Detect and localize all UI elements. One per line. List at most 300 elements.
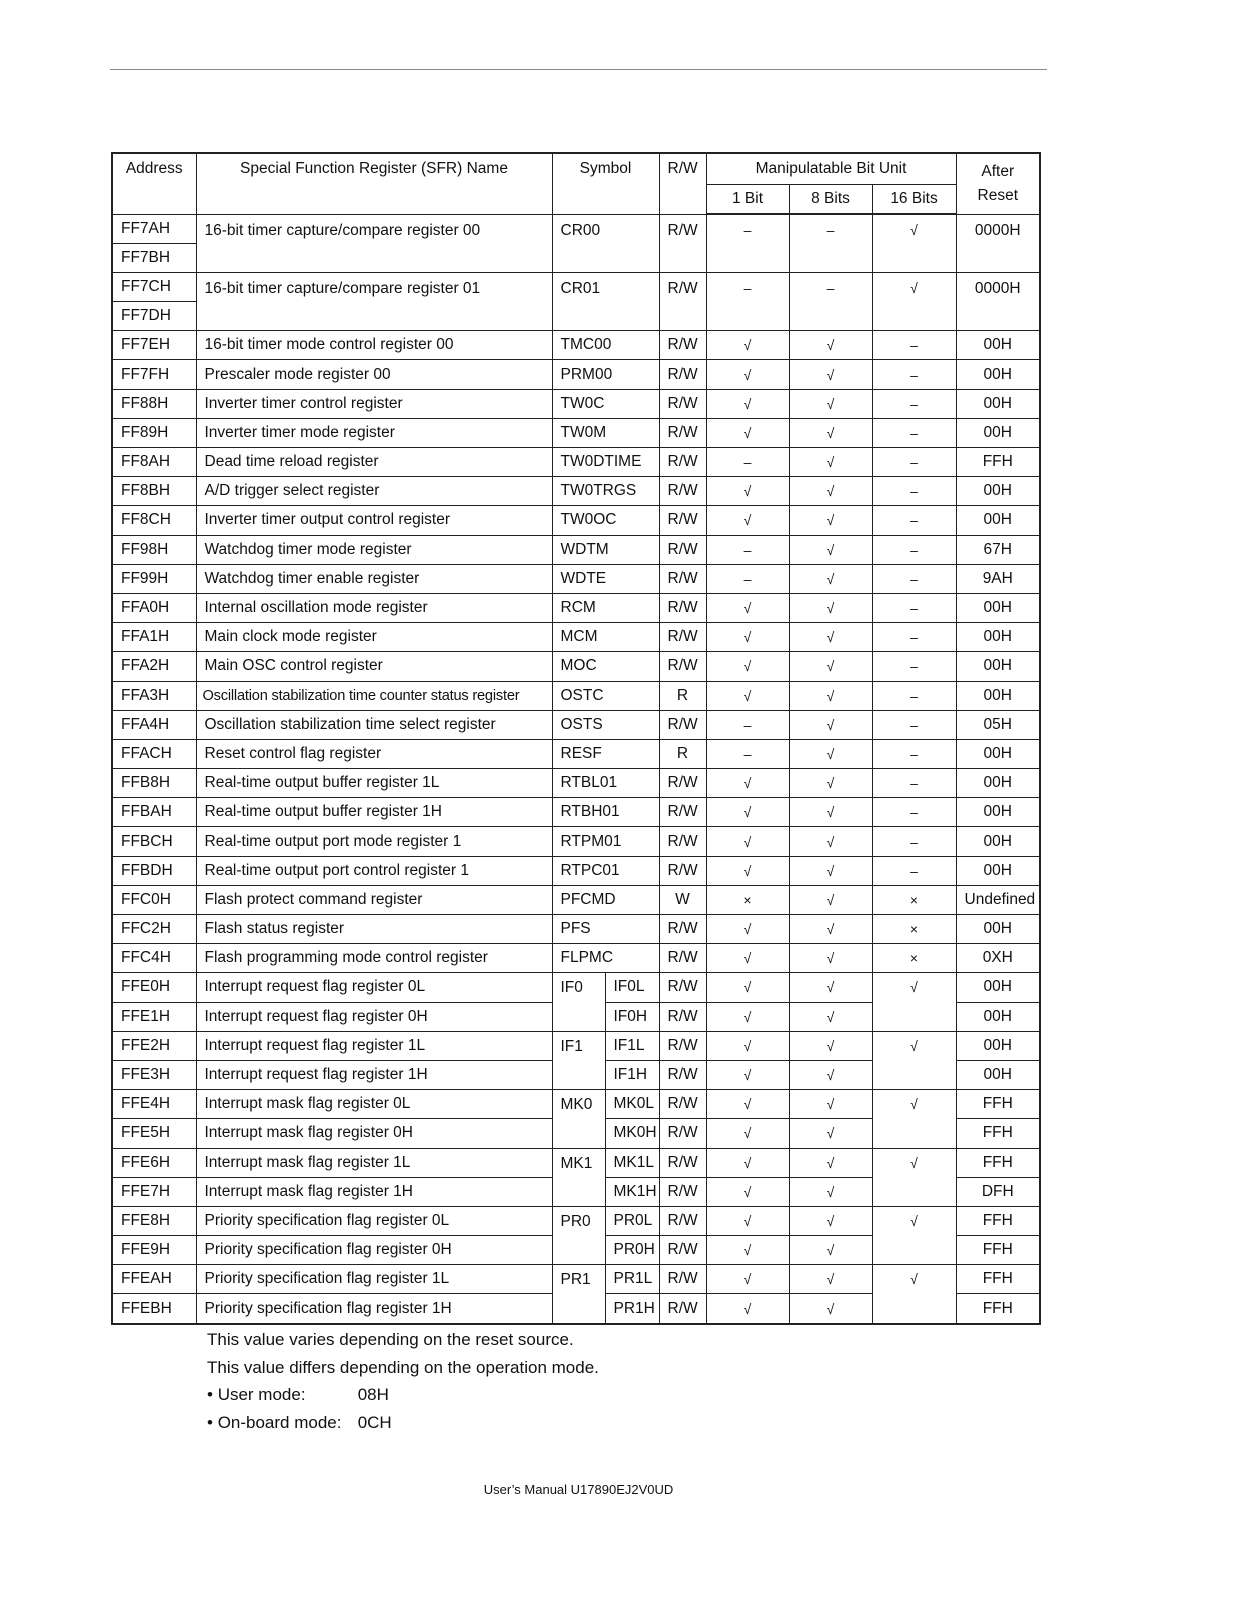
address-cell: FF7CH	[112, 272, 196, 301]
address-cell: FFEAH	[112, 1265, 196, 1294]
bit8-cell: √	[789, 1294, 872, 1324]
rw-cell: R/W	[659, 506, 706, 535]
table-row	[112, 593, 1040, 622]
col-symbol: Symbol	[552, 153, 659, 214]
address-cell: FFE1H	[112, 1002, 196, 1031]
rw-cell: R/W	[659, 1090, 706, 1119]
bit8-cell: √	[789, 885, 872, 914]
rw-cell: R/W	[659, 564, 706, 593]
register-name-cell: Priority specification flag register 1H	[196, 1294, 552, 1324]
rw-cell: R/W	[659, 1119, 706, 1148]
bit8-cell: √	[789, 1177, 872, 1206]
bit16-cell: √	[872, 1148, 956, 1206]
address-cell: FFBCH	[112, 827, 196, 856]
address-cell: FFA1H	[112, 623, 196, 652]
register-name-cell: 16-bit timer mode control register 00	[196, 331, 552, 360]
bit16-cell: ×	[872, 885, 956, 914]
reset-value-cell: 0000H	[956, 214, 1040, 272]
reset-value-cell: 00H	[956, 856, 1040, 885]
symbol-group-cell: IF1	[552, 1031, 605, 1089]
address-cell: FFE5H	[112, 1119, 196, 1148]
symbol-cell: IF1L	[605, 1031, 659, 1060]
register-name-cell: Oscillation stabilization time counter status register	[196, 681, 552, 710]
register-name-cell: Real-time output buffer register 1H	[196, 798, 552, 827]
rw-cell: R/W	[659, 710, 706, 739]
bit8-cell: √	[789, 331, 872, 360]
address-cell: FFEBH	[112, 1294, 196, 1324]
bit16-cell: –	[872, 360, 956, 389]
symbol-cell: MK0L	[605, 1090, 659, 1119]
address-cell: FFC2H	[112, 915, 196, 944]
register-name-cell: Inverter timer control register	[196, 389, 552, 418]
bit1-cell: √	[706, 1294, 789, 1324]
reset-value-cell: 00H	[956, 623, 1040, 652]
address-cell: FF8AH	[112, 448, 196, 477]
register-name-cell: Inverter timer output control register	[196, 506, 552, 535]
bit8-cell: √	[789, 389, 872, 418]
symbol-group-cell: IF0	[552, 973, 605, 1031]
reset-value-cell: FFH	[956, 448, 1040, 477]
col-rw: R/W	[659, 153, 706, 214]
symbol-cell: PRM00	[552, 360, 659, 389]
reset-value-cell: DFH	[956, 1177, 1040, 1206]
bit8-cell: √	[789, 739, 872, 768]
symbol-cell: MK1H	[605, 1177, 659, 1206]
symbol-group-cell: PR0	[552, 1206, 605, 1264]
symbol-cell: PR1L	[605, 1265, 659, 1294]
bit1-cell: √	[706, 1060, 789, 1089]
reset-value-cell: FFH	[956, 1236, 1040, 1265]
col-name: Special Function Register (SFR) Name	[196, 153, 552, 214]
bit8-cell: √	[789, 1060, 872, 1089]
address-cell: FFE8H	[112, 1206, 196, 1235]
symbol-cell: TW0TRGS	[552, 477, 659, 506]
address-cell: FFE3H	[112, 1060, 196, 1089]
bit1-cell: –	[706, 710, 789, 739]
bit1-cell: √	[706, 1206, 789, 1235]
register-name-cell: Main clock mode register	[196, 623, 552, 652]
register-name-cell: Flash protect command register	[196, 885, 552, 914]
bit8-cell: √	[789, 798, 872, 827]
col-after-reset: After Reset	[956, 153, 1040, 214]
bit16-cell: –	[872, 623, 956, 652]
rw-cell: R/W	[659, 623, 706, 652]
bit8-cell: √	[789, 1090, 872, 1119]
bit1-cell: ×	[706, 885, 789, 914]
address-cell: FFE6H	[112, 1148, 196, 1177]
bit16-cell: –	[872, 798, 956, 827]
bit1-cell: √	[706, 798, 789, 827]
table-row	[112, 1265, 1040, 1294]
bit1-cell: √	[706, 681, 789, 710]
rw-cell: R/W	[659, 1031, 706, 1060]
table-row	[112, 915, 1040, 944]
bit1-cell: √	[706, 506, 789, 535]
table-row	[112, 535, 1040, 564]
reset-value-cell: 00H	[956, 739, 1040, 768]
bit8-cell: √	[789, 623, 872, 652]
col-1bit: 1 Bit	[706, 185, 789, 215]
table-row	[112, 710, 1040, 739]
register-name-cell: Priority specification flag register 0H	[196, 1236, 552, 1265]
table-row	[112, 827, 1040, 856]
bit1-cell: √	[706, 915, 789, 944]
register-name-cell: Flash programming mode control register	[196, 944, 552, 973]
reset-value-cell: 05H	[956, 710, 1040, 739]
register-name-cell: Flash status register	[196, 915, 552, 944]
address-cell: FFC0H	[112, 885, 196, 914]
address-cell: FF88H	[112, 389, 196, 418]
address-cell: FFE4H	[112, 1090, 196, 1119]
register-name-cell: Interrupt request flag register 1L	[196, 1031, 552, 1060]
table-row	[112, 477, 1040, 506]
bit16-cell: √	[872, 1031, 956, 1089]
bit8-cell: √	[789, 1236, 872, 1265]
reset-value-cell: 00H	[956, 1002, 1040, 1031]
symbol-group-cell: MK1	[552, 1148, 605, 1206]
reset-value-cell: 00H	[956, 331, 1040, 360]
table-row	[112, 944, 1040, 973]
bit8-cell: √	[789, 418, 872, 447]
symbol-cell: WDTM	[552, 535, 659, 564]
table-row	[112, 331, 1040, 360]
bit1-cell: √	[706, 418, 789, 447]
register-name-cell: Interrupt request flag register 0H	[196, 1002, 552, 1031]
bit16-cell: –	[872, 652, 956, 681]
bit16-cell: –	[872, 535, 956, 564]
rw-cell: R/W	[659, 389, 706, 418]
rw-cell: R/W	[659, 652, 706, 681]
table-row	[112, 885, 1040, 914]
address-cell: FFACH	[112, 739, 196, 768]
rw-cell: R/W	[659, 1002, 706, 1031]
bit1-cell: √	[706, 1236, 789, 1265]
bit16-cell: ×	[872, 944, 956, 973]
address-cell: FF99H	[112, 564, 196, 593]
bit8-cell: √	[789, 681, 872, 710]
bit16-cell: ×	[872, 915, 956, 944]
symbol-cell: RCM	[552, 593, 659, 622]
symbol-cell: PR1H	[605, 1294, 659, 1324]
address-cell: FF7DH	[112, 302, 196, 331]
bit1-cell: √	[706, 856, 789, 885]
bit1-cell: –	[706, 272, 789, 330]
sfr-table-body	[112, 214, 1040, 1324]
register-name-cell: A/D trigger select register	[196, 477, 552, 506]
register-name-cell: Interrupt mask flag register 0L	[196, 1090, 552, 1119]
symbol-cell: WDTE	[552, 564, 659, 593]
symbol-cell: TW0DTIME	[552, 448, 659, 477]
bit1-cell: √	[706, 1148, 789, 1177]
bit8-cell: √	[789, 827, 872, 856]
reset-value-cell: 00H	[956, 915, 1040, 944]
user-mode-label: User mode:	[217, 1385, 306, 1404]
address-cell: FFB8H	[112, 769, 196, 798]
symbol-cell: RTPM01	[552, 827, 659, 856]
address-cell: FF7AH	[112, 214, 196, 243]
bit8-cell: √	[789, 535, 872, 564]
register-name-cell: Interrupt mask flag register 1L	[196, 1148, 552, 1177]
note-2: This value differs depending on the operation mode.	[207, 1357, 599, 1377]
bit8-cell: √	[789, 710, 872, 739]
address-cell: FFE9H	[112, 1236, 196, 1265]
bit8-cell: √	[789, 448, 872, 477]
table-row	[112, 1148, 1040, 1177]
table-row	[112, 1206, 1040, 1235]
register-name-cell: Interrupt request flag register 1H	[196, 1060, 552, 1089]
bit8-cell: √	[789, 915, 872, 944]
bit16-cell: –	[872, 448, 956, 477]
register-name-cell: Priority specification flag register 1L	[196, 1265, 552, 1294]
table-row	[112, 214, 1040, 243]
address-cell: FFC4H	[112, 944, 196, 973]
reset-value-cell: FFH	[956, 1265, 1040, 1294]
rw-cell: R/W	[659, 1060, 706, 1089]
rw-cell: R/W	[659, 593, 706, 622]
bit16-cell: –	[872, 564, 956, 593]
table-row	[112, 1031, 1040, 1060]
reset-value-cell: 0000H	[956, 272, 1040, 330]
register-name-cell: Real-time output port mode register 1	[196, 827, 552, 856]
reset-value-cell: 0XH	[956, 944, 1040, 973]
reset-value-cell: 00H	[956, 506, 1040, 535]
reset-value-cell: 00H	[956, 389, 1040, 418]
table-row	[112, 623, 1040, 652]
symbol-group-cell: PR1	[552, 1265, 605, 1324]
bit16-cell: –	[872, 827, 956, 856]
reset-value-cell: FFH	[956, 1206, 1040, 1235]
symbol-cell: PR0L	[605, 1206, 659, 1235]
reset-value-cell: 00H	[956, 593, 1040, 622]
table-row	[112, 769, 1040, 798]
bit16-cell: √	[872, 272, 956, 330]
bit8-cell: √	[789, 1265, 872, 1294]
bit8-cell: √	[789, 564, 872, 593]
register-name-cell: Interrupt mask flag register 0H	[196, 1119, 552, 1148]
table-row	[112, 564, 1040, 593]
bit1-cell: √	[706, 1177, 789, 1206]
bit1-cell: √	[706, 477, 789, 506]
symbol-cell: TW0OC	[552, 506, 659, 535]
address-cell: FFE2H	[112, 1031, 196, 1060]
reset-value-cell: 00H	[956, 798, 1040, 827]
symbol-cell: TMC00	[552, 331, 659, 360]
register-name-cell: Reset control flag register	[196, 739, 552, 768]
reset-value-cell: FFH	[956, 1119, 1040, 1148]
symbol-cell: RESF	[552, 739, 659, 768]
symbol-cell: FLPMC	[552, 944, 659, 973]
rw-cell: R/W	[659, 477, 706, 506]
reset-value-cell: 00H	[956, 652, 1040, 681]
bit8-cell: √	[789, 856, 872, 885]
bit1-cell: √	[706, 769, 789, 798]
note-onboard-mode: • On-board mode: 0CH	[207, 1409, 599, 1437]
rw-cell: R/W	[659, 973, 706, 1002]
reset-value-cell: 00H	[956, 477, 1040, 506]
table-row	[112, 360, 1040, 389]
address-cell: FFA2H	[112, 652, 196, 681]
col-manip: Manipulatable Bit Unit	[706, 153, 956, 185]
bit1-cell: √	[706, 360, 789, 389]
reset-value-cell: Undefined	[956, 885, 1040, 914]
register-name-cell: Prescaler mode register 00	[196, 360, 552, 389]
reset-value-cell: 00H	[956, 827, 1040, 856]
address-cell: FF8CH	[112, 506, 196, 535]
user-mode-value: 08H	[357, 1385, 389, 1404]
note-user-mode: • User mode: 08H	[207, 1381, 599, 1409]
bit16-cell: –	[872, 769, 956, 798]
col-8bits: 8 Bits	[789, 185, 872, 215]
register-name-cell: Main OSC control register	[196, 652, 552, 681]
bit8-cell: √	[789, 593, 872, 622]
bit8-cell: √	[789, 1031, 872, 1060]
symbol-cell: OSTC	[552, 681, 659, 710]
reset-value-cell: FFH	[956, 1294, 1040, 1324]
address-cell: FFA3H	[112, 681, 196, 710]
register-name-cell: Watchdog timer enable register	[196, 564, 552, 593]
table-row	[112, 272, 1040, 301]
note-1: This value varies depending on the reset source.	[207, 1330, 574, 1349]
bit1-cell: √	[706, 973, 789, 1002]
bit16-cell: –	[872, 506, 956, 535]
reset-value-cell: 9AH	[956, 564, 1040, 593]
address-cell: FF8BH	[112, 477, 196, 506]
bit16-cell: √	[872, 1090, 956, 1148]
bit8-cell: √	[789, 360, 872, 389]
top-rule	[110, 69, 1047, 70]
table-row	[112, 739, 1040, 768]
table-row	[112, 681, 1040, 710]
bit16-cell: –	[872, 856, 956, 885]
bit1-cell: √	[706, 593, 789, 622]
table-row	[112, 973, 1040, 1002]
reset-value-cell: 00H	[956, 1060, 1040, 1089]
reset-value-cell: 00H	[956, 1031, 1040, 1060]
bit8-cell: √	[789, 973, 872, 1002]
register-name-cell: 16-bit timer capture/compare register 01	[196, 272, 552, 330]
bit16-cell: –	[872, 739, 956, 768]
bit8-cell: √	[789, 477, 872, 506]
rw-cell: R/W	[659, 1265, 706, 1294]
rw-cell: R/W	[659, 331, 706, 360]
register-name-cell: Watchdog timer mode register	[196, 535, 552, 564]
bit8-cell: –	[789, 214, 872, 272]
symbol-cell: RTPC01	[552, 856, 659, 885]
register-name-cell: Oscillation stabilization time select register	[196, 710, 552, 739]
bit8-cell: √	[789, 1206, 872, 1235]
symbol-cell: RTBL01	[552, 769, 659, 798]
symbol-cell: IF1H	[605, 1060, 659, 1089]
bit8-cell: √	[789, 944, 872, 973]
rw-cell: R/W	[659, 360, 706, 389]
symbol-cell: CR01	[552, 272, 659, 330]
symbol-group-cell: MK0	[552, 1090, 605, 1148]
sfr-table	[111, 152, 1041, 1325]
bit8-cell: √	[789, 506, 872, 535]
rw-cell: R/W	[659, 418, 706, 447]
rw-cell: R/W	[659, 214, 706, 272]
rw-cell: R/W	[659, 856, 706, 885]
bit1-cell: √	[706, 1119, 789, 1148]
register-name-cell: Interrupt mask flag register 1H	[196, 1177, 552, 1206]
bit8-cell: –	[789, 272, 872, 330]
register-name-cell: Priority specification flag register 0L	[196, 1206, 552, 1235]
reset-value-cell: 67H	[956, 535, 1040, 564]
bit1-cell: √	[706, 389, 789, 418]
rw-cell: R/W	[659, 1236, 706, 1265]
address-cell: FFBAH	[112, 798, 196, 827]
rw-cell: R/W	[659, 827, 706, 856]
rw-cell: R	[659, 681, 706, 710]
rw-cell: W	[659, 885, 706, 914]
symbol-cell: TW0C	[552, 389, 659, 418]
rw-cell: R/W	[659, 1148, 706, 1177]
bit1-cell: √	[706, 623, 789, 652]
page-footer: User’s Manual U17890EJ2V0UD	[483, 1482, 674, 1497]
notes	[207, 1326, 599, 1436]
bit16-cell: √	[872, 973, 956, 1031]
rw-cell: R/W	[659, 448, 706, 477]
register-name-cell: Internal oscillation mode register	[196, 593, 552, 622]
table-row	[112, 798, 1040, 827]
symbol-cell: MCM	[552, 623, 659, 652]
rw-cell: R/W	[659, 1294, 706, 1324]
bit8-cell: √	[789, 652, 872, 681]
table-row	[112, 652, 1040, 681]
table-row	[112, 448, 1040, 477]
rw-cell: R/W	[659, 535, 706, 564]
register-name-cell: Real-time output port control register 1	[196, 856, 552, 885]
symbol-cell: RTBH01	[552, 798, 659, 827]
bit1-cell: √	[706, 652, 789, 681]
reset-value-cell: FFH	[956, 1148, 1040, 1177]
address-cell: FF7BH	[112, 243, 196, 272]
register-name-cell: Inverter timer mode register	[196, 418, 552, 447]
bit8-cell: √	[789, 1119, 872, 1148]
table-row	[112, 506, 1040, 535]
bit16-cell: √	[872, 1206, 956, 1264]
reset-value-cell: FFH	[956, 1090, 1040, 1119]
bit8-cell: √	[789, 1002, 872, 1031]
reset-value-cell: 00H	[956, 360, 1040, 389]
onboard-mode-value: 0CH	[357, 1412, 392, 1432]
col-address: Address	[112, 153, 196, 214]
reset-value-cell: 00H	[956, 418, 1040, 447]
address-cell: FF98H	[112, 535, 196, 564]
bit16-cell: –	[872, 418, 956, 447]
bit16-cell: –	[872, 681, 956, 710]
rw-cell: R/W	[659, 272, 706, 330]
address-cell: FF89H	[112, 418, 196, 447]
bit16-cell: –	[872, 331, 956, 360]
onboard-mode-label: On-board mode:	[217, 1412, 342, 1432]
register-name-cell: 16-bit timer capture/compare register 00	[196, 214, 552, 272]
bit1-cell: √	[706, 1090, 789, 1119]
address-cell: FFBDH	[112, 856, 196, 885]
address-cell: FF7FH	[112, 360, 196, 389]
symbol-cell: MK0H	[605, 1119, 659, 1148]
register-name-cell: Real-time output buffer register 1L	[196, 769, 552, 798]
table-row	[112, 389, 1040, 418]
symbol-cell: PR0H	[605, 1236, 659, 1265]
bit16-cell: –	[872, 593, 956, 622]
table-row	[112, 856, 1040, 885]
col-16bits: 16 Bits	[872, 185, 956, 215]
rw-cell: R	[659, 739, 706, 768]
reset-value-cell: 00H	[956, 681, 1040, 710]
rw-cell: R/W	[659, 915, 706, 944]
address-cell: FFA4H	[112, 710, 196, 739]
